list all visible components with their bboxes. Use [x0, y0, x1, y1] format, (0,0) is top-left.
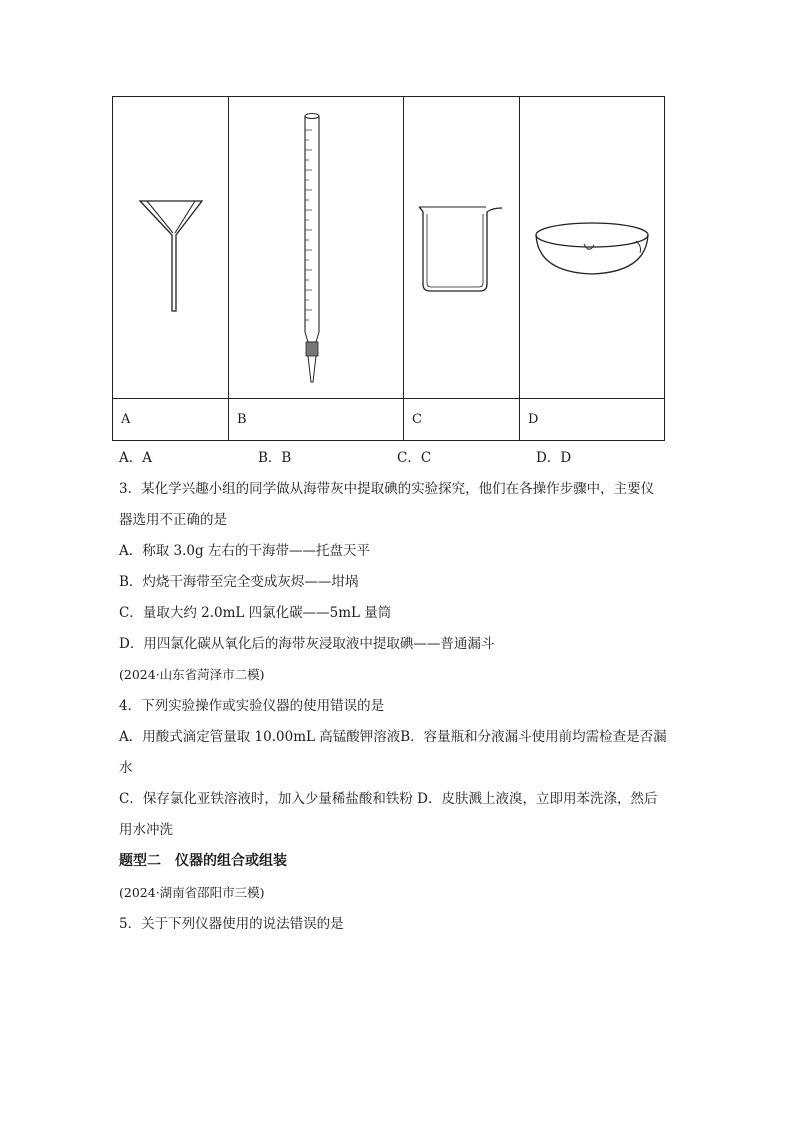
- q3-stem-line1: 3．某化学兴趣小组的同学做从海带灰中提取碘的实验探究，他们在各操作步骤中，主要仪: [119, 481, 655, 497]
- q3-option-b: B．灼烧干海带至完全变成灰烬——坩埚: [119, 574, 359, 590]
- cell-evaporating-dish: [520, 97, 665, 399]
- q2-options: [119, 448, 675, 468]
- apparatus-table: [112, 96, 665, 441]
- q5-stem: 5．关于下列仪器使用的说法错误的是: [119, 916, 344, 932]
- q4-option-cd: C．保存氯化亚铁溶液时，加入少量稀盐酸和铁粉 D．皮肤溅上液溴，立即用苯洗涤，然后: [119, 791, 658, 807]
- q4-option-ab: A．用酸式滴定管量取 10.00mL 高锰酸钾溶液B．容量瓶和分液漏斗使用前均需检查是否漏: [119, 729, 667, 745]
- q3-option-c: C．量取大约 2.0mL 四氯化碳——5mL 量筒: [119, 605, 392, 621]
- cell-burette: [229, 97, 404, 399]
- q4-stem: 4．下列实验操作或实验仪器的使用错误的是: [119, 698, 385, 714]
- q4-source: (2024·山东省菏泽市二模): [119, 667, 265, 682]
- cell-funnel: [113, 97, 229, 399]
- label-a: A: [113, 399, 229, 441]
- q5-source: (2024·湖南省邵阳市三模): [119, 885, 265, 900]
- label-b: B: [229, 399, 404, 441]
- section2-heading: 题型二 仪器的组合或组装: [119, 853, 287, 869]
- q3-option-d: D．用四氯化碳从氧化后的海带灰浸取液中提取碘——普通漏斗: [119, 636, 495, 652]
- funnel-icon: [136, 183, 206, 313]
- label-d: D: [520, 399, 665, 441]
- q3-stem-line2: 器选用不正确的是: [119, 512, 227, 528]
- q4-option-ab-cont: 水: [119, 760, 133, 776]
- cell-beaker: [404, 97, 520, 399]
- evaporating-dish-icon: [532, 220, 652, 276]
- label-c: C: [404, 399, 520, 441]
- beaker-icon: [416, 202, 508, 294]
- q2-option-c: C．C: [397, 450, 432, 466]
- q2-option-a: A．A: [119, 450, 152, 466]
- q3-option-a: A．称取 3.0g 左右的干海带——托盘天平: [119, 543, 370, 559]
- q2-option-b: B．B: [258, 450, 292, 466]
- q4-option-cd-cont: 用水冲洗: [119, 822, 173, 838]
- burette-icon: [296, 110, 336, 385]
- label-row: [113, 399, 665, 441]
- image-row: [113, 97, 665, 399]
- q2-option-d: D．D: [536, 450, 572, 466]
